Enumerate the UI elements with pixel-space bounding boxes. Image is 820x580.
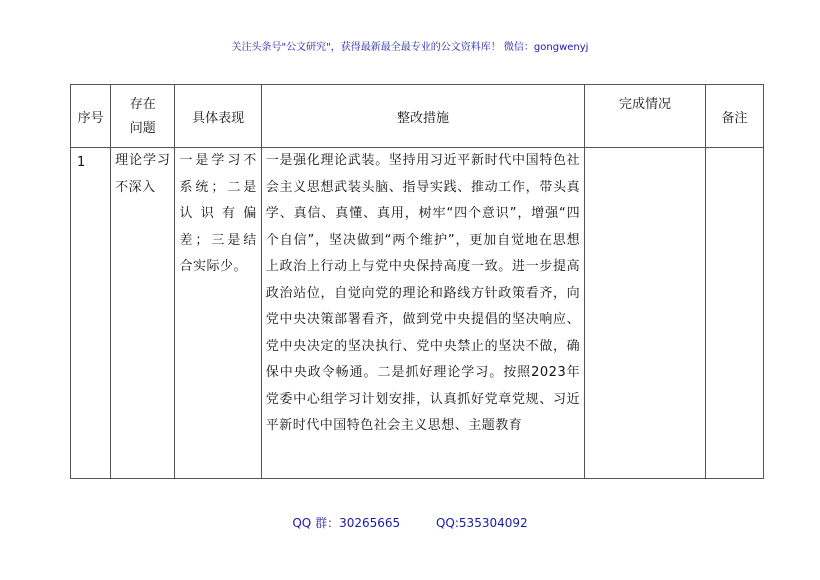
footer-qq: QQ:535304092 xyxy=(435,516,528,530)
row-seq: 1 xyxy=(77,155,86,170)
col-header-note: 备注 xyxy=(705,85,763,148)
col-header-show: 具体表现 xyxy=(175,85,261,148)
cell-note xyxy=(705,148,763,479)
col-header-status: 完成情况 xyxy=(585,85,706,148)
cell-status xyxy=(585,148,706,479)
col-header-measures: 整改措施 xyxy=(261,85,584,148)
cell-issue xyxy=(111,148,175,479)
footer-contact xyxy=(0,514,820,531)
table-header-row xyxy=(71,85,764,148)
row-issue: 理论学习不深入 xyxy=(115,153,171,195)
cell-measures xyxy=(261,148,584,479)
footer-qq-group: QQ 群：30265665 xyxy=(292,516,401,530)
header-note: 关注头条号"公文研究"，获得最新最全最专业的公文资料库！ 微信：gongwenyj xyxy=(231,42,589,53)
rectification-table xyxy=(70,84,764,479)
col-header-issue-label: 存在 问题 xyxy=(129,97,156,136)
col-header-seq: 序号 xyxy=(71,85,111,148)
cell-seq xyxy=(71,148,111,479)
table-row xyxy=(71,148,764,479)
row-measures: 一是强化理论武装。坚持用习近平新时代中国特色社会主义思想武装头脑、指导实践、推动工作，带头真学、真信、真懂、真用，树牢“四个意识”，增强“四个自信”，坚决做到“两个维护”，更加自觉地在思想上政治上行动上与党中央保持高度一致。进一步提高政治站位，自觉向党的理论和路线方针政策看齐，向党中央决策部署看齐，做到党中央提倡的坚决响应、党中央决定的坚决执行、党中央禁止的坚决不做，确保中央政令畅通。二是抓好理论学习。按照2023年党委中心组学习计划安排，认真抓好党章党规、习近平新时代中国特色社会主义思想、主题教育 xyxy=(265,153,581,433)
cell-show xyxy=(175,148,261,479)
col-header-issue xyxy=(111,85,175,148)
row-show: 一是学习不系统；二是认识有偏差；三是结合实际少。 xyxy=(179,153,257,274)
